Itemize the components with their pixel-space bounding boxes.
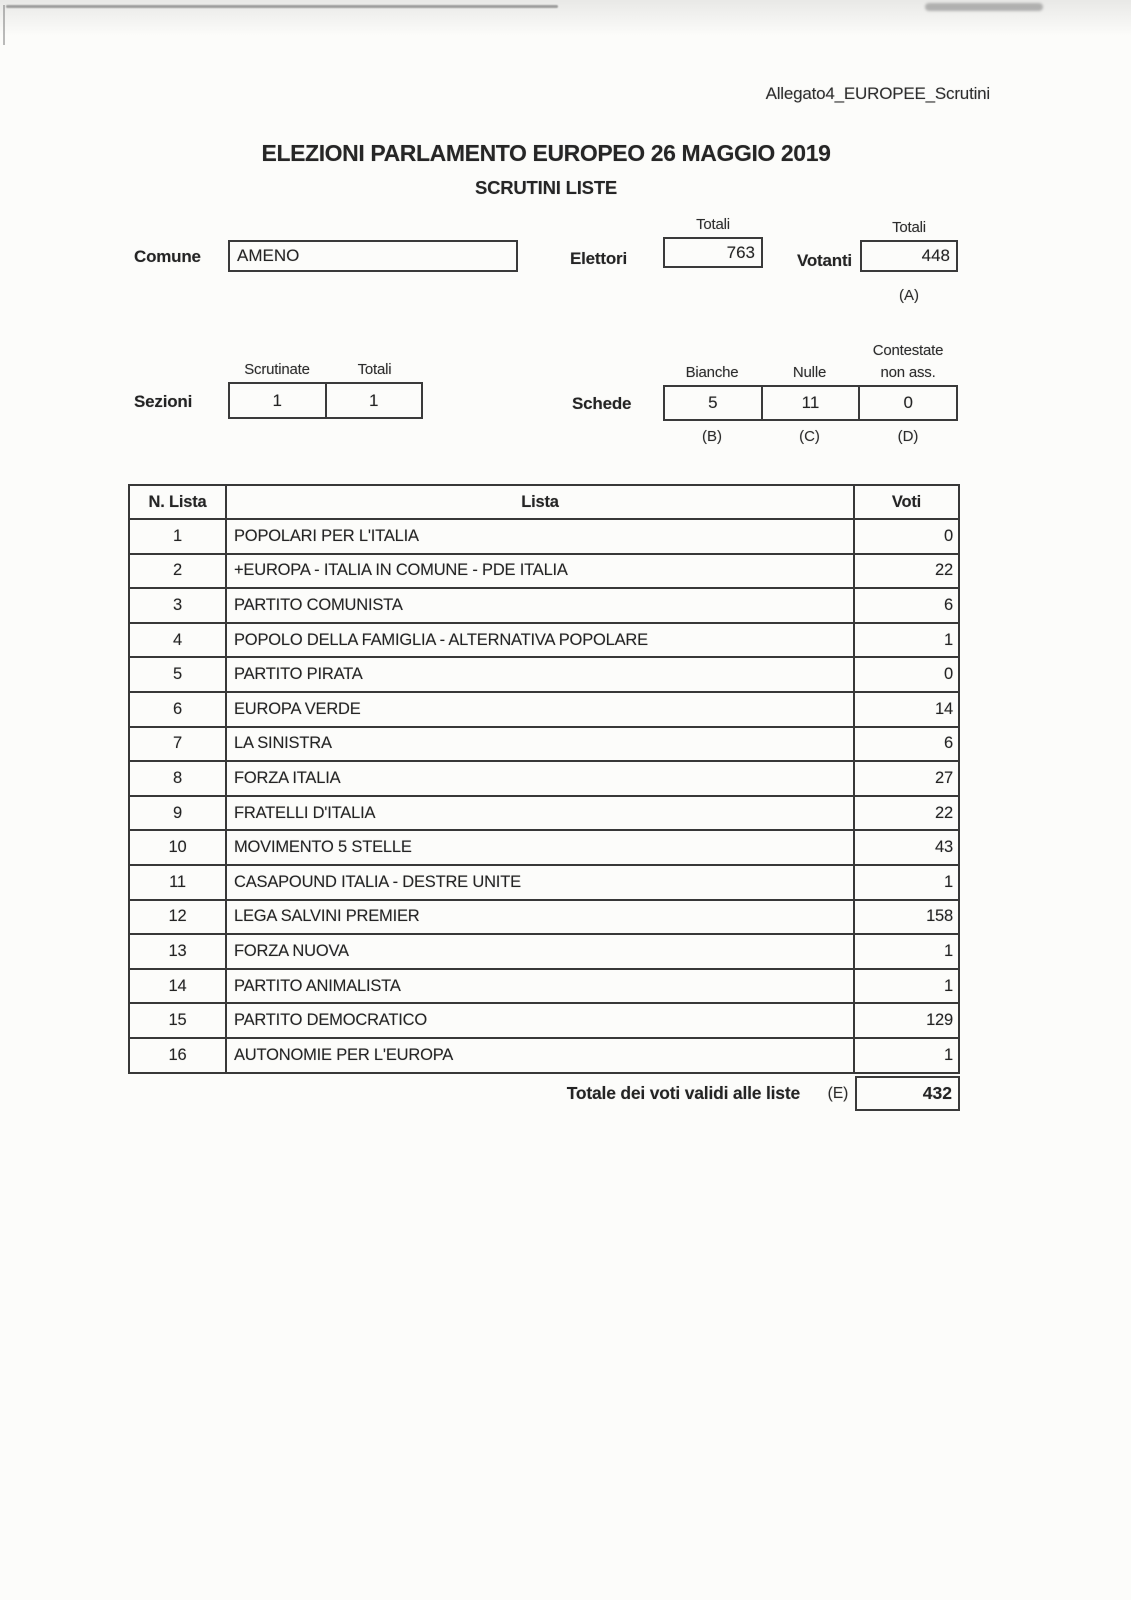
footnote-d: (D) [897,428,919,445]
list-name-cell: FRATELLI D'ITALIA [226,796,854,831]
title-block [0,140,1092,199]
list-name-cell: FORZA NUOVA [226,934,854,969]
table-row [129,623,959,658]
votes-cell: 0 [854,657,959,692]
table-row [129,830,959,865]
votanti-totale-value: 448 [921,246,950,265]
list-name-cell: PARTITO COMUNISTA [226,588,854,623]
schede-label: Schede [572,394,632,413]
votanti-label: Votanti [797,251,852,270]
schede-contestate-label-line2: non ass. [880,364,936,381]
list-name-cell: AUTONOMIE PER L'EUROPA [226,1038,854,1073]
total-votes-label: Totale dei voti validi alle liste [566,1083,800,1103]
table-row [129,1038,959,1073]
list-name-cell: CASAPOUND ITALIA - DESTRE UNITE [226,865,854,900]
list-number-cell: 15 [129,1003,226,1038]
list-number-cell: 12 [129,900,226,935]
list-number-cell: 3 [129,588,226,623]
votes-cell: 6 [854,588,959,623]
scan-artifact-edge [3,5,5,45]
list-number-cell: 5 [129,657,226,692]
list-number-cell: 2 [129,554,226,589]
list-name-cell: FORZA ITALIA [226,761,854,796]
schede-contestate-value: 0 [858,387,956,419]
header-n-lista: N. Lista [129,485,226,519]
table-row [129,796,959,831]
results-table-header-row [129,485,959,519]
table-row [129,588,959,623]
results-table-body [129,519,959,1073]
footnote-e: (E) [827,1085,849,1102]
list-name-cell: PARTITO DEMOCRATICO [226,1003,854,1038]
elettori-totale-field [663,237,763,268]
table-row [129,900,959,935]
list-number-cell: 4 [129,623,226,658]
scan-artifact-line [6,5,558,8]
footnote-c: (C) [799,428,820,445]
sezioni-totali-value: 1 [325,384,422,417]
list-number-cell: 13 [129,934,226,969]
list-name-cell: POPOLARI PER L'ITALIA [226,519,854,554]
comune-label: Comune [134,247,201,266]
list-name-cell: PARTITO ANIMALISTA [226,969,854,1004]
votanti-totale-field [860,240,958,272]
document-corner-label: Allegato4_EUROPEE_Scrutini [765,84,990,103]
schede-bianche-label: Bianche [685,364,739,381]
sezioni-scrutinate-value: 1 [272,390,282,410]
schede-fields [663,385,958,421]
list-number-cell: 10 [129,830,226,865]
footnote-a: (A) [899,287,919,304]
votes-cell: 14 [854,692,959,727]
elettori-totali-label: Totali [696,216,730,233]
list-number-cell: 11 [129,865,226,900]
list-name-cell: LA SINISTRA [226,727,854,762]
sezioni-totali-label: Totali [357,361,392,378]
votes-cell: 22 [854,796,959,831]
elettori-label: Elettori [570,249,627,268]
table-row [129,519,959,554]
list-number-cell: 8 [129,761,226,796]
total-votes-field [855,1076,960,1111]
list-name-cell: PARTITO PIRATA [226,657,854,692]
votes-cell: 1 [854,1038,959,1073]
sezioni-fields [228,382,423,419]
sezioni-label: Sezioni [134,392,193,411]
votes-cell: 22 [854,554,959,589]
schede-contestate-label-line1: Contestate [872,342,944,359]
votes-cell: 1 [854,934,959,969]
votes-cell: 1 [854,865,959,900]
page-title: ELEZIONI PARLAMENTO EUROPEO 26 MAGGIO 2019 [261,140,831,166]
list-number-cell: 6 [129,692,226,727]
votes-cell: 6 [854,727,959,762]
list-name-cell: EUROPA VERDE [226,692,854,727]
table-row [129,692,959,727]
page-subtitle: SCRUTINI LISTE [474,177,618,198]
list-name-cell: LEGA SALVINI PREMIER [226,900,854,935]
elettori-totale-value: 763 [726,242,755,262]
table-row [129,727,959,762]
header-lista: Lista [226,485,854,519]
list-number-cell: 16 [129,1038,226,1073]
comune-value: AMENO [237,246,300,265]
list-name-cell: MOVIMENTO 5 STELLE [226,830,854,865]
table-row [129,1003,959,1038]
schede-nulle-value: 11 [761,387,859,419]
table-row [129,761,959,796]
results-table [128,484,960,1074]
header-voti: Voti [854,485,959,519]
sezioni-scrutinate-label: Scrutinate [244,361,310,378]
comune-field [228,240,518,272]
votes-cell: 129 [854,1003,959,1038]
list-number-cell: 1 [129,519,226,554]
votes-cell: 158 [854,900,959,935]
table-row [129,657,959,692]
schede-bianche-value: 5 [708,393,718,412]
table-row [129,865,959,900]
list-number-cell: 14 [129,969,226,1004]
list-number-cell: 7 [129,727,226,762]
votes-cell: 1 [854,623,959,658]
table-row [129,969,959,1004]
list-name-cell: POPOLO DELLA FAMIGLIA - ALTERNATIVA POPOLARE [226,623,854,658]
votes-cell: 0 [854,519,959,554]
table-row [129,934,959,969]
votes-cell: 27 [854,761,959,796]
votes-cell: 1 [854,969,959,1004]
list-name-cell: +EUROPA - ITALIA IN COMUNE - PDE ITALIA [226,554,854,589]
footnote-b: (B) [702,428,722,445]
list-number-cell: 9 [129,796,226,831]
votes-cell: 43 [854,830,959,865]
scan-artifact-blob [925,3,1043,11]
votanti-totali-label: Totali [892,219,926,236]
table-row [129,554,959,589]
total-votes-value: 432 [922,1083,952,1103]
schede-nulle-label: Nulle [792,364,827,381]
